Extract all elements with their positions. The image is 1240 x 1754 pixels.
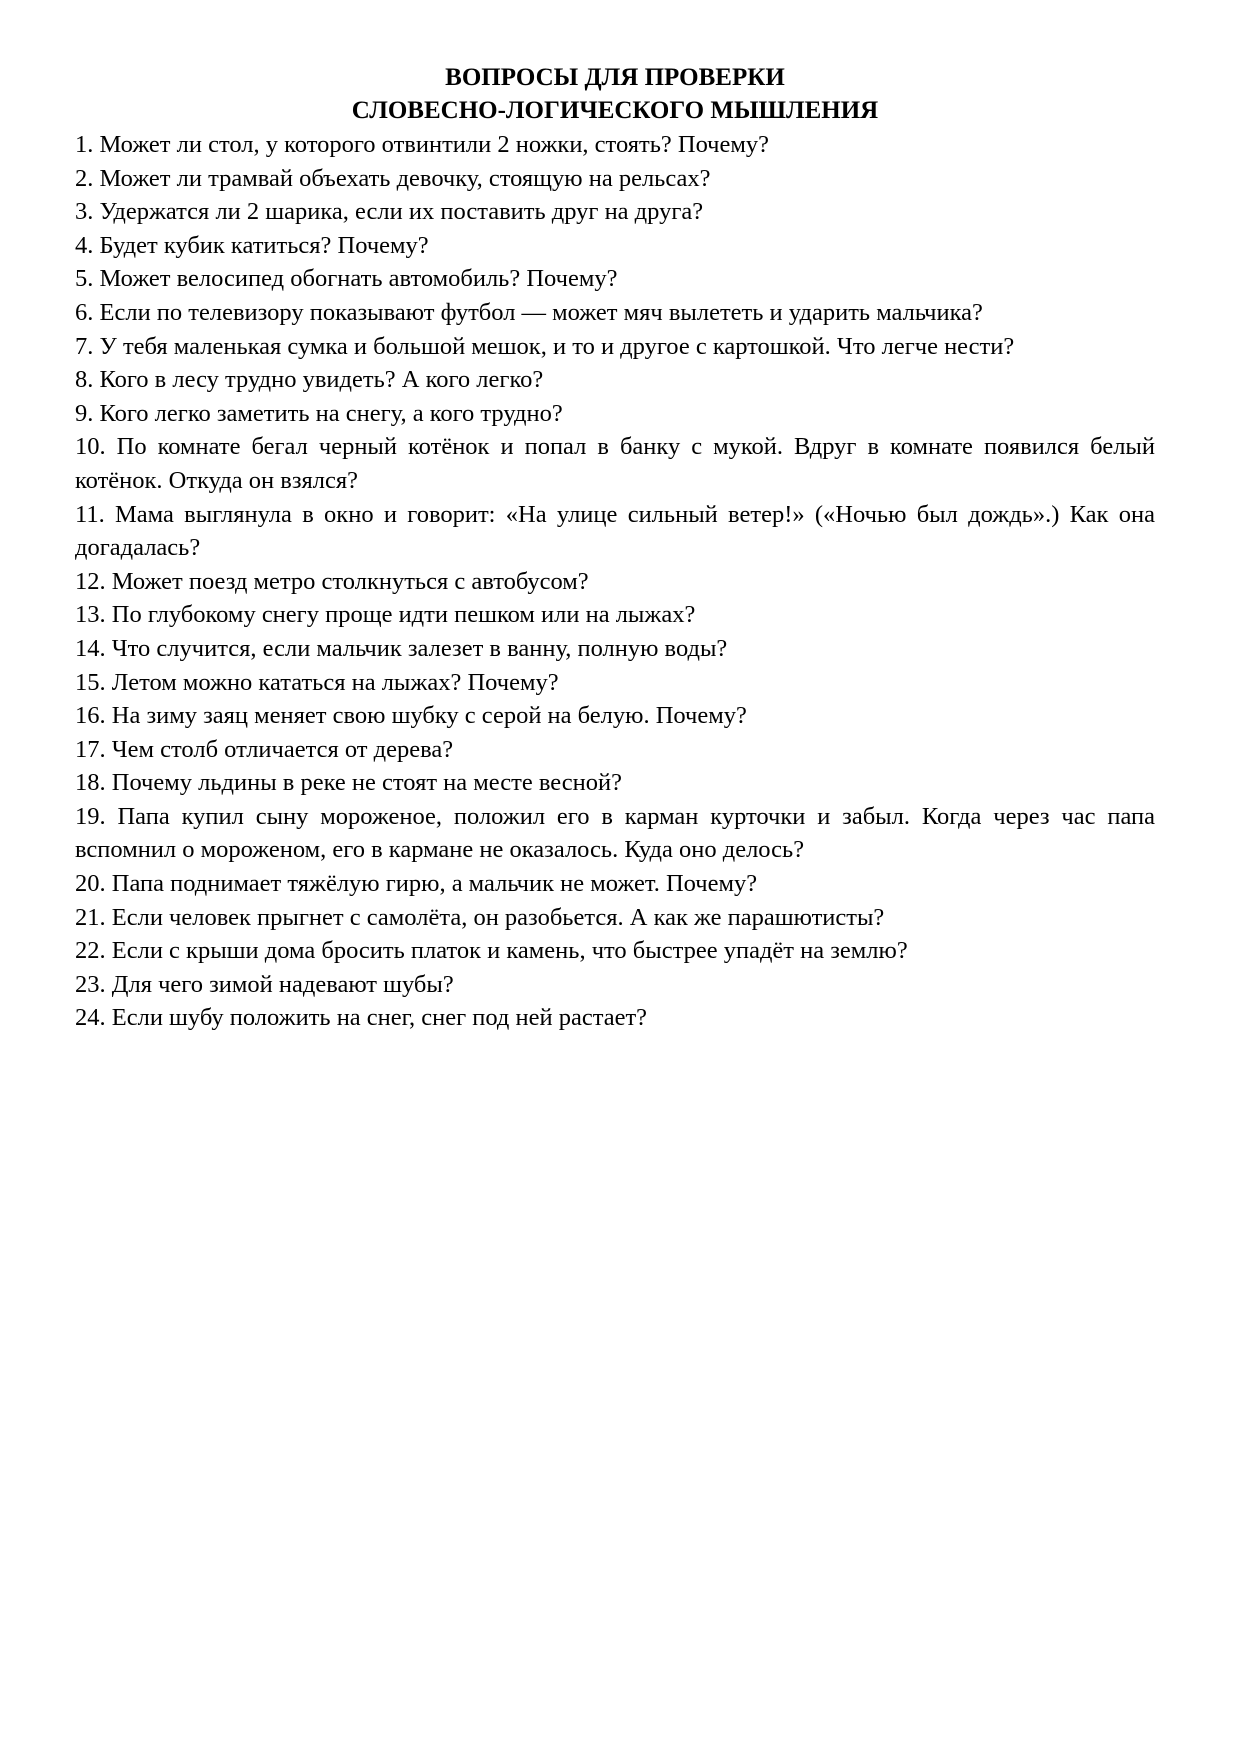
- question-item: 21. Если человек прыгнет с самолёта, он разобьется. А как же парашютисты?: [75, 903, 885, 931]
- page-title-line-1: ВОПРОСЫ ДЛЯ ПРОВЕРКИ: [445, 64, 785, 91]
- question-item: 15. Летом можно кататься на лыжах? Почему?: [75, 668, 559, 696]
- question-item: 20. Папа поднимает тяжёлую гирю, а мальчик не может. Почему?: [75, 870, 758, 898]
- question-item: 11. Мама выглянула в окно и говорит: «На улице сильный ветер!» («Ночью был дождь».) Как она догадалась?: [75, 500, 1155, 562]
- question-item: 10. По комнате бегал черный котёнок и попал в банку с мукой. Вдруг в комнате появился белый котёнок. Откуда он взялся?: [75, 433, 1155, 494]
- question-list: [75, 128, 1155, 1035]
- question-item: 13. По глубокому снегу проще идти пешком или на лыжах?: [75, 601, 696, 629]
- question-item: 5. Может велосипед обогнать автомобиль? Почему?: [75, 265, 618, 293]
- question-item: 17. Чем столб отличается от дерева?: [75, 735, 454, 763]
- question-item: 23. Для чего зимой надевают шубы?: [75, 970, 454, 998]
- question-item: 9. Кого легко заметить на снегу, а кого трудно?: [75, 399, 563, 427]
- question-item: 8. Кого в лесу трудно увидеть? А кого легко?: [75, 366, 544, 394]
- question-item: 22. Если с крыши дома бросить платок и камень, что быстрее упадёт на землю?: [75, 937, 908, 965]
- question-item: 16. На зиму заяц меняет свою шубку с серой на белую. Почему?: [75, 702, 747, 730]
- question-item: 12. Может поезд метро столкнуться с автобусом?: [75, 567, 589, 595]
- question-item: 6. Если по телевизору показывают футбол — может мяч вылететь и ударить мальчика?: [75, 298, 983, 326]
- question-item: 14. Что случится, если мальчик залезет в ванну, полную воды?: [75, 634, 728, 662]
- question-item: 18. Почему льдины в реке не стоят на месте весной?: [75, 769, 622, 797]
- question-item: 1. Может ли стол, у которого отвинтили 2 ножки, стоять? Почему?: [75, 131, 770, 158]
- question-item: 2. Может ли трамвай объехать девочку, стоящую на рельсах?: [75, 164, 711, 192]
- question-item: 24. Если шубу положить на снег, снег под ней растает?: [75, 1004, 648, 1032]
- question-item: 19. Папа купил сыну мороженое, положил его в карман курточки и забыл. Когда через час папа вспомнил о мороженом, его в кармане не оказалось. Куда оно делось?: [75, 802, 1155, 864]
- page-title-line-2: СЛОВЕСНО-ЛОГИЧЕСКОГО МЫШЛЕНИЯ: [351, 97, 879, 124]
- question-item: 4. Будет кубик катиться? Почему?: [75, 231, 429, 259]
- question-item: 3. Удержатся ли 2 шарика, если их поставить друг на друга?: [75, 198, 704, 226]
- question-item: 7. У тебя маленькая сумка и большой мешок, и то и другое с картошкой. Что легче нести?: [75, 332, 1015, 360]
